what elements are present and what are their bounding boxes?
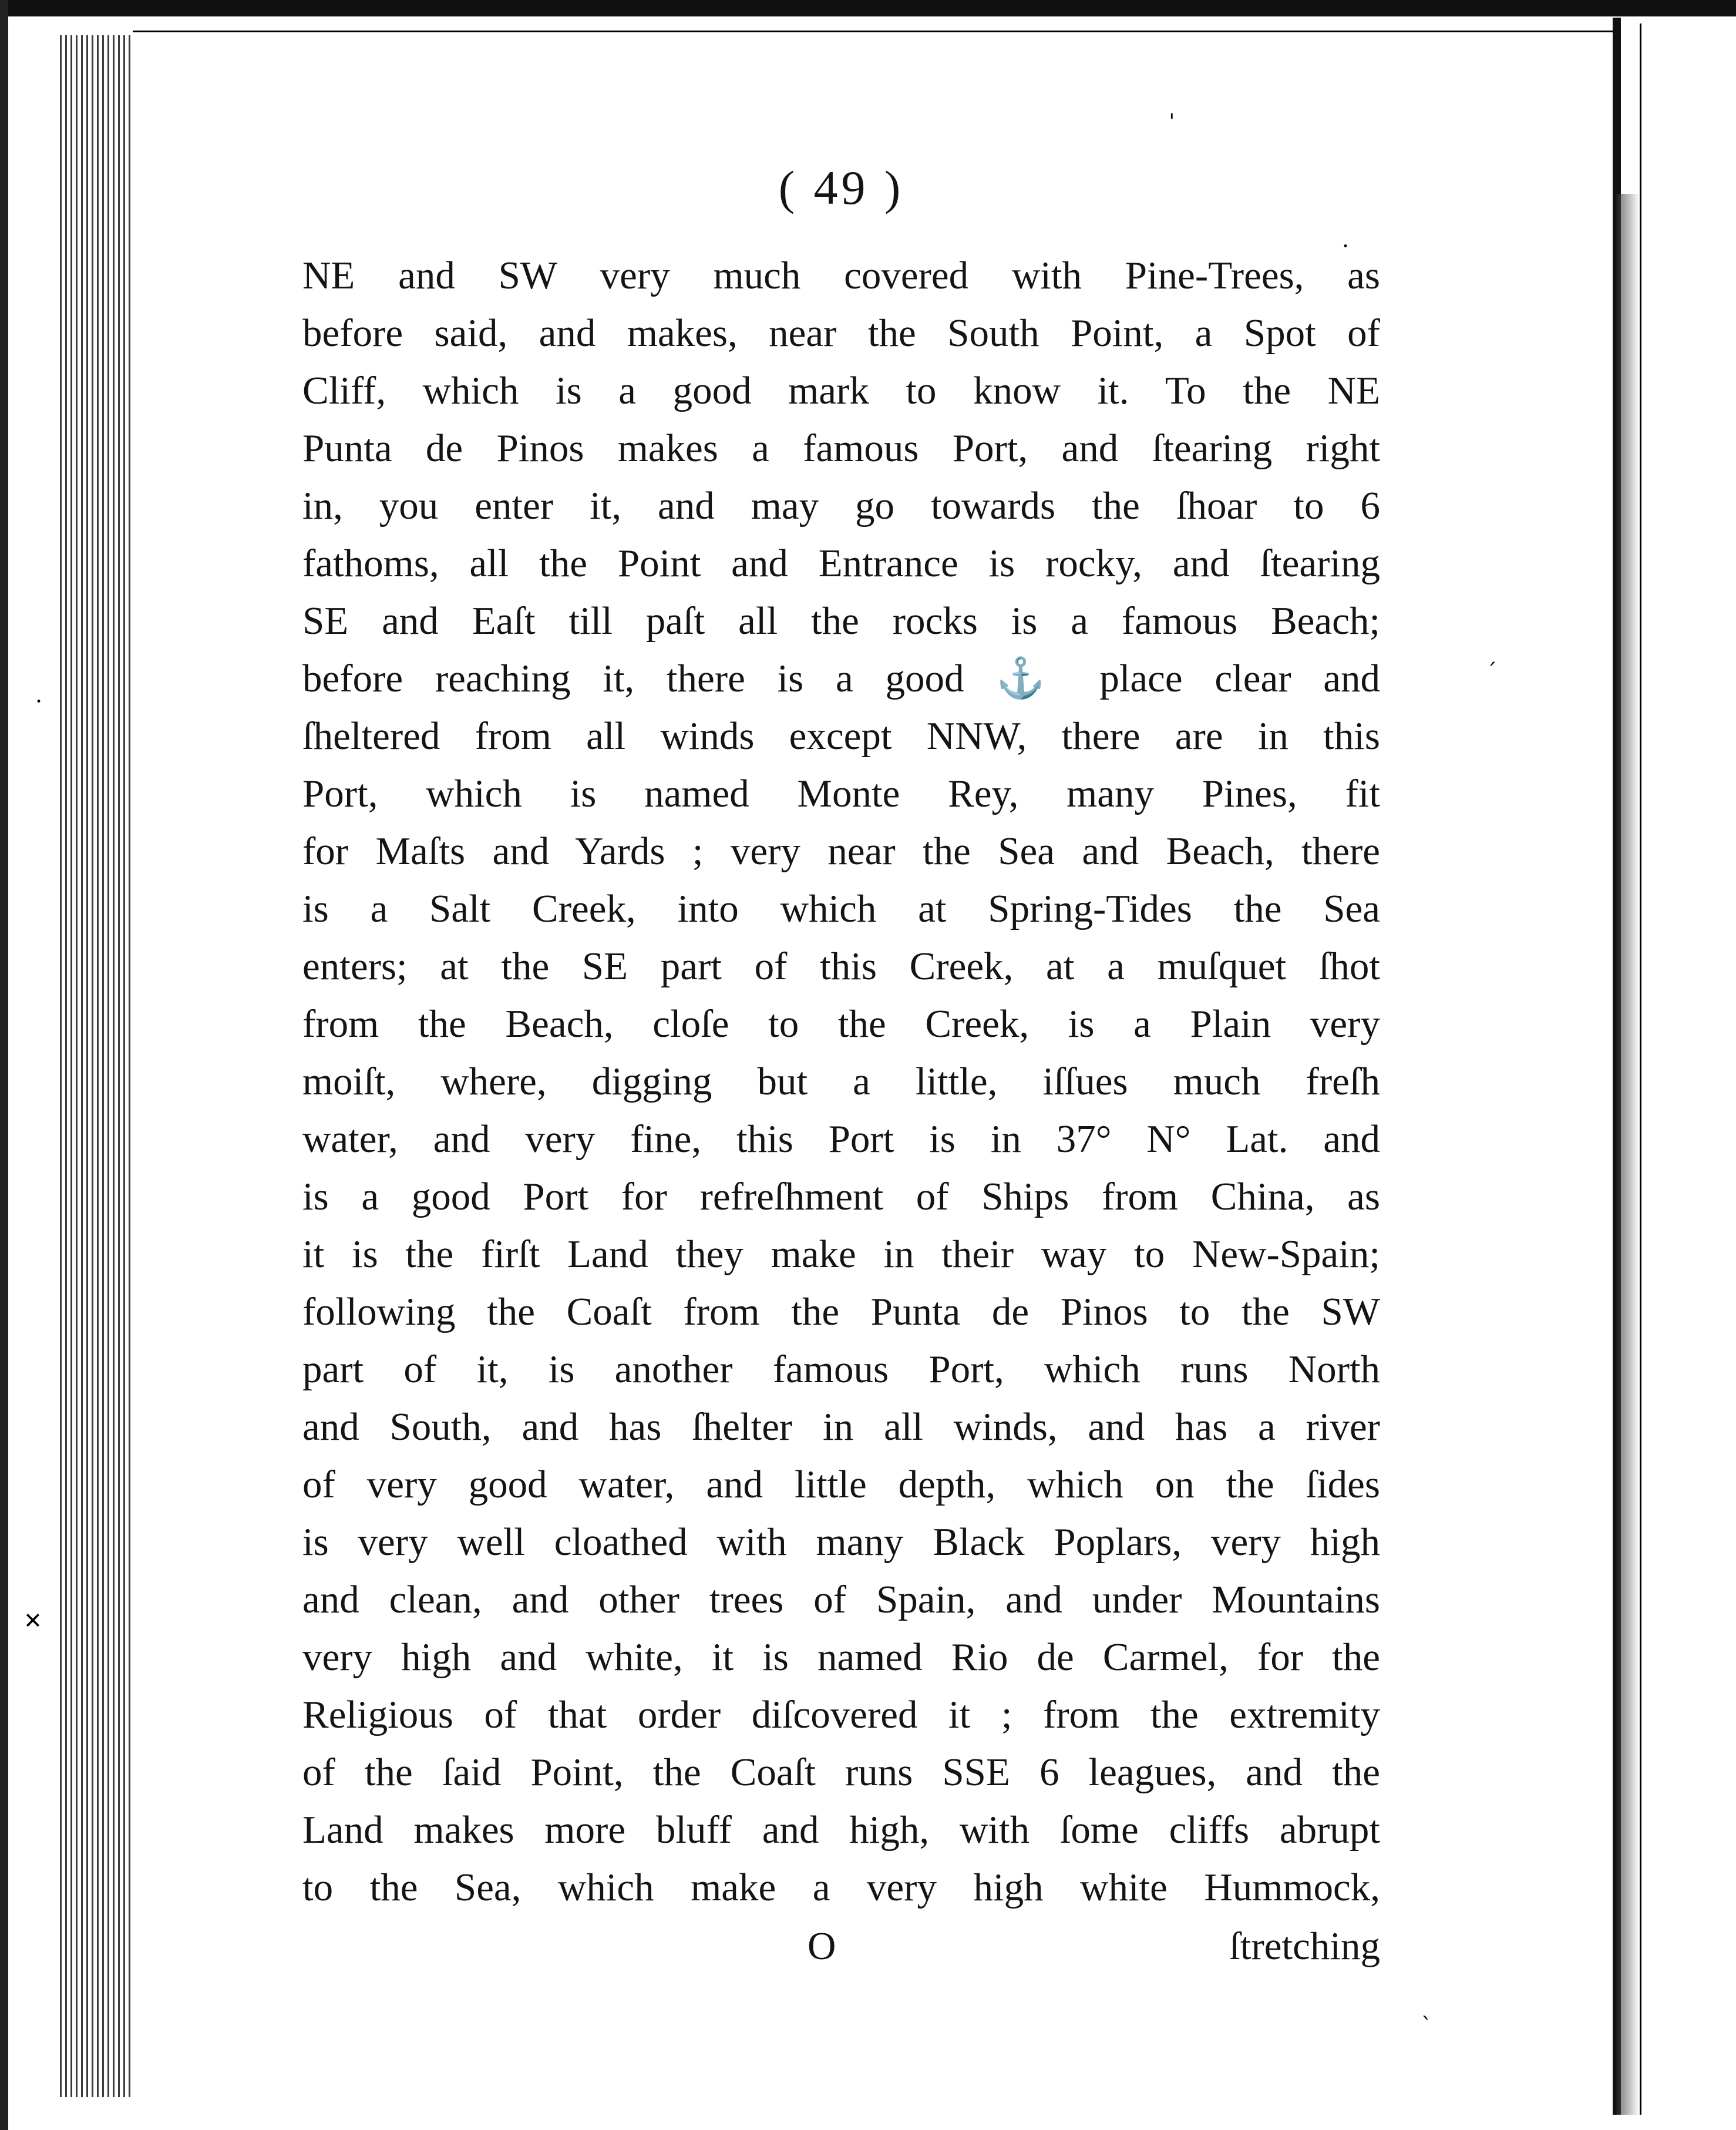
text-line: in, you enter it, and may go towards the ſhoar to 6 <box>302 484 1380 528</box>
text-line: and clean, and other trees of Spain, and under Mountains <box>302 1578 1380 1621</box>
catchword: ſtretching <box>1229 1924 1380 1968</box>
text-line: before reaching it, there is a good ⚓ place clear and <box>302 657 1380 700</box>
ink-speck: ˋ <box>1421 2013 1432 2039</box>
ink-speck: ˈ <box>1169 110 1175 136</box>
text-line: before said, and makes, near the South Point, a Spot of <box>302 311 1380 355</box>
text-line: is very well cloathed with many Black Poplars, very high <box>302 1520 1380 1564</box>
text-line: fathoms, all the Point and Entrance is rocky, and ſtearing <box>302 542 1380 585</box>
text-line: and South, and has ſhelter in all winds, and has a river <box>302 1405 1380 1449</box>
ink-speck: · <box>35 688 43 714</box>
ink-speck: ˊ <box>1486 659 1497 685</box>
scan-border-left <box>0 0 8 2130</box>
text-line: it is the firſt Land they make in their way to New-Spain; <box>302 1232 1380 1276</box>
signature-mark: O <box>808 1924 836 1968</box>
scan-border-top <box>0 0 1736 16</box>
text-line: enters; at the SE part of this Creek, at a muſquet ſhot <box>302 945 1380 988</box>
text-line: ſheltered from all winds except NNW, there are in this <box>302 714 1380 758</box>
text-line: Punta de Pinos makes a famous Port, and ſtearing right <box>302 426 1380 470</box>
text-line: moiſt, where, digging but a little, iſſues much freſh <box>302 1060 1380 1103</box>
page-edges <box>56 35 133 2097</box>
text-line: very high and white, it is named Rio de Carmel, for the <box>302 1635 1380 1679</box>
text-line: water, and very fine, this Port is in 37° N° Lat. and <box>302 1117 1380 1161</box>
text-line: Religious of that order diſcovered it ; from the extremity <box>302 1693 1380 1736</box>
page-footer <box>302 1917 1380 1975</box>
text-line: NE and SW very much covered with Pine-Trees, as <box>302 254 1380 297</box>
text-line: SE and Eaſt till paſt all the rocks is a famous Beach; <box>302 599 1380 643</box>
text-line: for Maſts and Yards ; very near the Sea and Beach, there <box>302 829 1380 873</box>
text-line: Land makes more bluff and high, with ſome cliffs abrupt <box>302 1808 1380 1852</box>
text-line: Cliff, which is a good mark to know it. To the NE <box>302 369 1380 412</box>
text-line: from the Beach, cloſe to the Creek, is a Plain very <box>302 1002 1380 1046</box>
adjacent-page-edge <box>1640 23 1736 2115</box>
page-text <box>302 159 1380 1975</box>
text-line: following the Coaſt from the Punta de Pinos to the SW <box>302 1290 1380 1333</box>
text-line: of very good water, and little depth, which on the ſides <box>302 1463 1380 1506</box>
text-line: is a good Port for refreſhment of Ships from China, as <box>302 1175 1380 1218</box>
ink-speck: ✕ <box>23 1608 42 1634</box>
page-number: ( 49 ) <box>778 161 904 214</box>
gutter-shadow <box>1616 194 1640 2115</box>
text-line: of the ſaid Point, the Coaſt runs SSE 6 leagues, and the <box>302 1751 1380 1794</box>
ink-speck: · <box>1342 233 1350 259</box>
text-line: to the Sea, which make a very high white Hummock, <box>302 1866 1380 1909</box>
text-line: part of it, is another famous Port, which runs North <box>302 1348 1380 1391</box>
text-line: is a Salt Creek, into which at Spring-Tides the Sea <box>302 887 1380 930</box>
text-line: Port, which is named Monte Rey, many Pines, fit <box>302 772 1380 815</box>
